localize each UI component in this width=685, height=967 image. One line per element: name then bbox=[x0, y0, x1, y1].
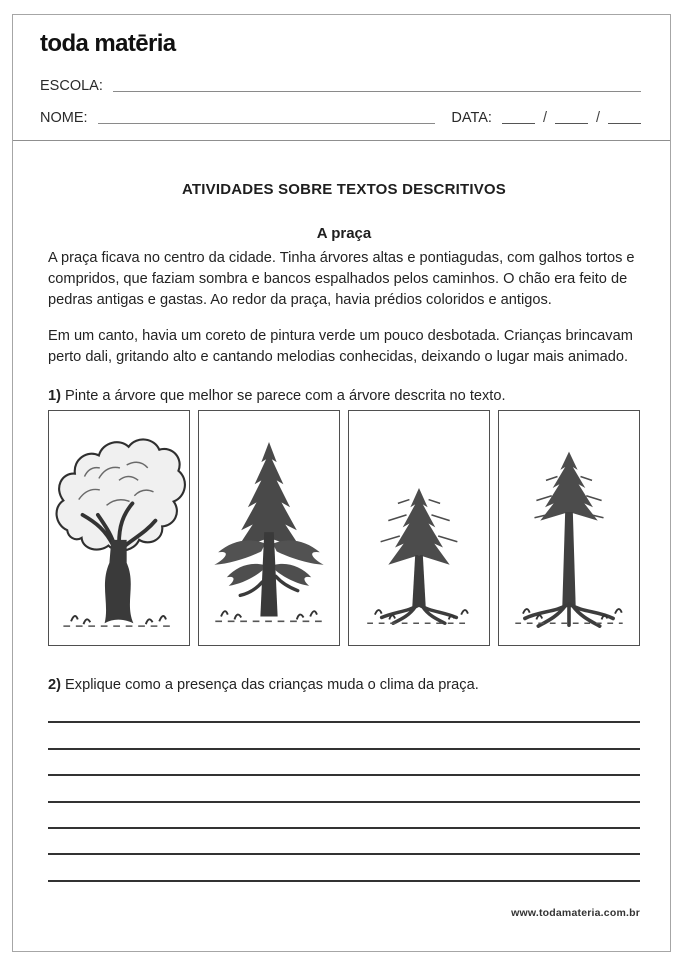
descriptive-paragraph-1: A praça ficava no centro da cidade. Tinha árvores altas e pontiagudas, com galhos tortos e compridos, que faziam sombra e bancos espalhados pelos caminhos. O chão era feito de pedras antigas e gastas. Ao redor da praça, havia prédios coloridos e antigos. bbox=[48, 250, 635, 308]
worksheet-page bbox=[12, 14, 671, 952]
escola-field-row bbox=[40, 77, 641, 95]
data-label: DATA: bbox=[451, 110, 492, 126]
text-title: A praça bbox=[316, 225, 372, 242]
nome-label: NOME: bbox=[40, 110, 88, 126]
question-2 bbox=[48, 675, 640, 696]
date-separator: / bbox=[595, 110, 600, 126]
question-2-text: Explique como a presença das crianças muda o clima da praça. bbox=[65, 677, 479, 693]
answer-lines-area bbox=[48, 697, 640, 882]
question-2-number: 2) bbox=[48, 677, 61, 693]
escola-label: ESCOLA: bbox=[40, 78, 103, 94]
answer-line[interactable] bbox=[48, 776, 640, 802]
date-separator: / bbox=[542, 110, 547, 126]
tree-option-1[interactable] bbox=[48, 410, 190, 646]
worksheet-title: ATIVIDADES SOBRE TEXTOS DESCRITIVOS bbox=[182, 181, 506, 198]
descriptive-paragraph-2: Em um canto, havia um coreto de pintura verde um pouco desbotada. Crianças brincavam perto dali, gritando alto e cantando melodias conhecidas, deixando o lugar mais animado. bbox=[48, 328, 633, 365]
nome-data-field-row bbox=[40, 109, 641, 127]
escola-input-line[interactable] bbox=[113, 79, 641, 92]
question-1 bbox=[48, 386, 640, 407]
answer-line[interactable] bbox=[48, 855, 640, 881]
tree-option-4[interactable] bbox=[498, 410, 640, 646]
tree-option-3[interactable] bbox=[348, 410, 490, 646]
question-1-number: 1) bbox=[48, 388, 61, 404]
worksheet-body bbox=[13, 140, 670, 920]
small-pointed-pine-tree-image bbox=[351, 419, 487, 641]
answer-line[interactable] bbox=[48, 750, 640, 776]
date-year-input-line[interactable] bbox=[608, 111, 641, 124]
tree-option-2[interactable] bbox=[198, 410, 340, 646]
wide-crooked-oak-tree-image bbox=[51, 419, 187, 641]
answer-line[interactable] bbox=[48, 697, 640, 723]
answer-line[interactable] bbox=[48, 803, 640, 829]
tall-bare-trunk-pine-tree-image bbox=[501, 419, 637, 641]
date-month-input-line[interactable] bbox=[555, 111, 588, 124]
worksheet-header bbox=[13, 15, 670, 127]
toda-materia-logo: toda matēria bbox=[40, 30, 176, 57]
question-1-text: Pinte a árvore que melhor se parece com a árvore descrita no texto. bbox=[65, 388, 506, 404]
tree-options-row bbox=[48, 410, 640, 646]
answer-line[interactable] bbox=[48, 829, 640, 855]
nome-input-line[interactable] bbox=[98, 111, 436, 124]
tall-spruce-tree-image bbox=[201, 419, 337, 641]
footer-url: www.todamateria.com.br bbox=[511, 906, 640, 919]
answer-line[interactable] bbox=[48, 723, 640, 749]
date-day-input-line[interactable] bbox=[502, 111, 535, 124]
